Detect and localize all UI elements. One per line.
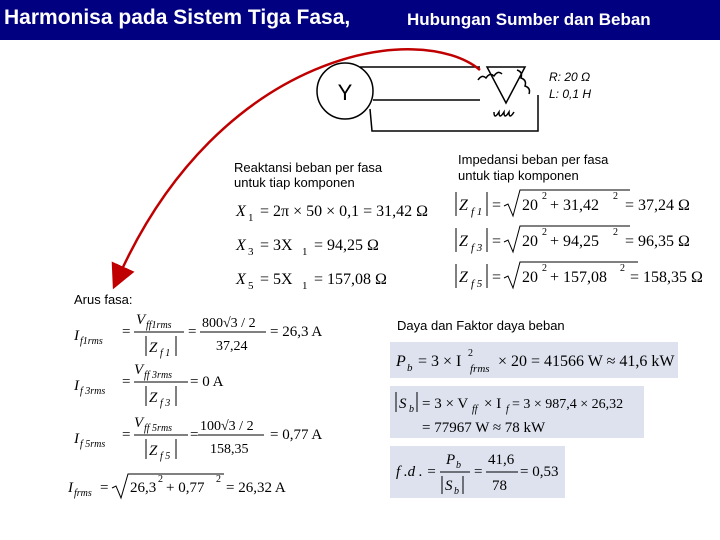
svg-text:2: 2 bbox=[542, 263, 547, 274]
svg-text:=: = bbox=[492, 233, 502, 250]
svg-text:V: V bbox=[134, 415, 144, 431]
x3-rhs2: = 94,25 Ω bbox=[314, 237, 379, 254]
svg-text:=: = bbox=[122, 324, 131, 340]
svg-text:2: 2 bbox=[613, 191, 618, 202]
slide-title: Harmonisa pada Sistem Tiga Fasa, bbox=[4, 6, 351, 29]
source-symbol: Y bbox=[337, 80, 353, 105]
svg-text:2: 2 bbox=[216, 474, 221, 485]
svg-text:=: = bbox=[122, 427, 131, 443]
reactance-label-2: untuk tiap komponen bbox=[234, 175, 355, 190]
pb-rhs2: × 20 = 41566 W ≈ 41,6 kW bbox=[498, 353, 675, 370]
fd-box bbox=[390, 446, 565, 498]
current-equations bbox=[66, 310, 366, 506]
svg-text:=: = bbox=[188, 324, 197, 340]
reactance-equations bbox=[230, 194, 445, 290]
svg-text:Z: Z bbox=[149, 443, 158, 459]
svg-text:2: 2 bbox=[468, 348, 473, 359]
sb-line1b: × I bbox=[484, 396, 502, 412]
svg-text:b: b bbox=[454, 486, 459, 497]
i1-vsub: ff1rms bbox=[146, 320, 172, 331]
svg-text:V: V bbox=[136, 312, 146, 328]
pb-rhs: = 3 × I bbox=[418, 353, 462, 370]
svg-text:S: S bbox=[445, 478, 453, 494]
itot-a: 26,3 bbox=[130, 480, 157, 496]
z3-val: 20 bbox=[522, 233, 538, 250]
fd-num2: 41,6 bbox=[488, 452, 515, 468]
sb-isub: f bbox=[506, 404, 509, 415]
slide-subtitle: Hubungan Sumber dan Beban bbox=[407, 10, 651, 29]
svg-text:=: = bbox=[100, 480, 109, 496]
svg-text:=: = bbox=[492, 197, 502, 214]
x5-rhs2: = 157,08 Ω bbox=[314, 271, 387, 288]
itot-b: + 0,77 bbox=[166, 480, 205, 496]
impedance-label-2: untuk tiap komponen bbox=[458, 168, 579, 183]
svg-text:V: V bbox=[134, 362, 144, 378]
load-l-label: L: 0,1 H bbox=[549, 87, 592, 101]
z3-result: = 96,35 Ω bbox=[625, 233, 690, 250]
svg-text:S: S bbox=[399, 396, 407, 412]
sb-box bbox=[390, 386, 644, 438]
i5-den: 158,35 bbox=[210, 442, 249, 457]
x5-lhs: X bbox=[236, 271, 246, 288]
svg-text:=: = bbox=[474, 464, 483, 480]
sb-vsub: ff bbox=[472, 404, 478, 415]
pb-box bbox=[390, 342, 678, 378]
svg-text:Z: Z bbox=[149, 340, 158, 356]
i1-zsub: f 1 bbox=[160, 348, 171, 359]
z5-sub: f 5 bbox=[471, 278, 483, 290]
arus-fasa-label: Arus fasa: bbox=[74, 292, 133, 307]
z5-val2: + 157,08 bbox=[550, 269, 608, 286]
x3-sub: 3 bbox=[248, 246, 254, 258]
x1-sub: 1 bbox=[248, 212, 254, 224]
i3-vsub: ff 3rms bbox=[144, 370, 173, 381]
fd-lhs: f .d . = bbox=[396, 464, 437, 480]
svg-text:Z: Z bbox=[149, 390, 158, 406]
svg-text:Z: Z bbox=[459, 197, 468, 214]
z1-val2: + 31,42 bbox=[550, 197, 600, 214]
z1-val: 20 bbox=[522, 197, 538, 214]
i1-den: 37,24 bbox=[216, 339, 248, 354]
pb-lhs: P bbox=[396, 353, 406, 370]
i1-result: = 26,3 A bbox=[270, 324, 323, 340]
svg-text:=: = bbox=[190, 427, 199, 443]
fd-result: = 0,53 bbox=[520, 464, 559, 480]
i3-result: = 0 A bbox=[190, 374, 224, 390]
x3-rhs: = 3X bbox=[260, 237, 293, 254]
z1-sub: f 1 bbox=[471, 206, 483, 218]
svg-text:I: I bbox=[74, 328, 79, 344]
i5-vsub: ff 5rms bbox=[144, 423, 173, 434]
impedance-label-1: Impedansi beban per fasa bbox=[458, 152, 609, 167]
x5-rhs-sub: 1 bbox=[302, 280, 308, 290]
reactance-label-1: Reaktansi beban per fasa bbox=[234, 160, 383, 175]
svg-text:2: 2 bbox=[158, 474, 163, 485]
svg-text:I: I bbox=[74, 378, 79, 394]
impedance-equations bbox=[450, 186, 715, 294]
itot-result: = 26,32 A bbox=[226, 480, 286, 496]
svg-text:P: P bbox=[446, 452, 456, 468]
svg-text:=: = bbox=[122, 374, 131, 390]
z5-val: 20 bbox=[522, 269, 538, 286]
svg-text:=: = bbox=[492, 269, 502, 286]
i3-zsub: f 3 bbox=[160, 398, 171, 409]
x1-lhs: X bbox=[236, 203, 246, 220]
sb-sub: b bbox=[409, 404, 414, 415]
sb-line1: = 3 × V bbox=[422, 396, 469, 412]
x1-rhs: = 2π × 50 × 0,1 = 31,42 Ω bbox=[260, 203, 429, 220]
svg-text:2: 2 bbox=[613, 227, 618, 238]
x5-sub: 5 bbox=[248, 280, 254, 290]
x3-lhs: X bbox=[236, 237, 246, 254]
i5-sub: f 5rms bbox=[80, 439, 106, 450]
z3-sub: f 3 bbox=[471, 242, 483, 254]
z5-result: = 158,35 Ω bbox=[630, 269, 703, 286]
x5-rhs: = 5X bbox=[260, 271, 293, 288]
i5-result: = 0,77 A bbox=[270, 427, 323, 443]
x3-rhs-sub: 1 bbox=[302, 246, 308, 258]
svg-text:2: 2 bbox=[542, 227, 547, 238]
svg-text:Z: Z bbox=[459, 233, 468, 250]
itot-sub: frms bbox=[74, 488, 92, 499]
svg-text:2: 2 bbox=[542, 191, 547, 202]
sb-line1c: = 3 × 987,4 × 26,32 bbox=[512, 397, 624, 412]
i5-num: 100√3 / 2 bbox=[200, 419, 254, 434]
z3-val2: + 94,25 bbox=[550, 233, 600, 250]
pb-lhs-sub: b bbox=[407, 362, 413, 374]
load-r-label: R: 20 Ω bbox=[549, 70, 591, 84]
i1-num: 800√3 / 2 bbox=[202, 316, 256, 331]
svg-text:I: I bbox=[68, 480, 73, 496]
svg-text:I: I bbox=[74, 431, 79, 447]
i3-sub: f 3rms bbox=[80, 386, 106, 397]
svg-text:2: 2 bbox=[620, 263, 625, 274]
daya-label: Daya dan Faktor daya beban bbox=[397, 318, 565, 333]
z1-result: = 37,24 Ω bbox=[625, 197, 690, 214]
fd-num-sub: b bbox=[456, 460, 461, 471]
svg-text:Z: Z bbox=[459, 269, 468, 286]
fd-den2: 78 bbox=[492, 478, 507, 494]
i1-sub: f1rms bbox=[80, 336, 103, 347]
sb-line2: = 77967 W ≈ 78 kW bbox=[422, 420, 546, 436]
pb-isub: frms bbox=[470, 363, 490, 375]
i5-zsub: f 5 bbox=[160, 451, 171, 462]
